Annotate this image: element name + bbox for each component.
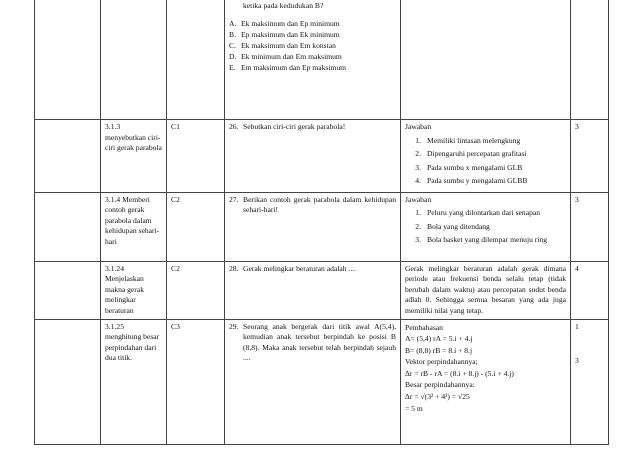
question-number: 29. <box>229 321 239 331</box>
table-row <box>35 0 609 120</box>
list-item: 2. Bola yang ditendang <box>415 221 490 231</box>
solution-line: = 5 m <box>405 403 423 413</box>
question-text: Sebutkan ciri-ciri gerak parabola! <box>243 122 346 131</box>
option-b: B. Ep maksimum dan Ek minimum <box>229 29 340 39</box>
empty-cell <box>35 120 101 193</box>
score-value: 3 <box>575 356 579 365</box>
option-a: A. Ek maksimum dan Ep minimum <box>229 18 340 28</box>
empty-cell <box>35 261 101 319</box>
score-cell: 3 <box>571 192 609 261</box>
list-item: 4. Pada sumbu y mengalami GLBB <box>415 176 528 185</box>
level-cell: C2 <box>167 192 225 261</box>
question-text: Gerak melingkar beraturan adalah .... <box>243 263 357 273</box>
solution-line: Δr = rB - rA = (8.i + 8.j) - (5.i + 4.j) <box>405 368 514 378</box>
indicator-cell: 3.1.25 menghitung besar perpindahan dari dua titik. <box>101 319 167 444</box>
solution-line: A= (5,4) rA = 5.i + 4.j <box>405 334 473 344</box>
list-item: 3. Bola basket yang dilempar menuju ring <box>415 235 547 244</box>
question-number <box>229 1 243 12</box>
level-cell: C3 <box>167 319 225 444</box>
solution-line: Pembahasan <box>405 322 443 332</box>
list-item: 1. Peluru yang dilontarkan dari senapan <box>415 208 541 217</box>
level-cell: C1 <box>167 120 225 193</box>
question-text: Berikan contoh gerak parabola dalam kehidupan sehari-hari! <box>243 194 396 214</box>
table-row <box>35 319 609 444</box>
table-row <box>35 192 609 261</box>
table-row <box>35 120 609 193</box>
solution-line: Besar perpindahannya: <box>405 380 475 390</box>
empty-cell <box>35 192 101 261</box>
question-text: ketika pada kedudukan B? <box>243 1 324 10</box>
indicator-cell: 3.1.24 Menjelaskan makna gerak melingkar beraturan <box>101 261 167 319</box>
score-value: 1 <box>575 321 579 331</box>
score-cell <box>571 319 609 444</box>
question-table <box>34 0 609 445</box>
option-d: D. Ek minimum dan Em maksimum <box>229 52 342 62</box>
question-cell <box>225 192 401 261</box>
answer-cell <box>401 192 571 261</box>
answer-list <box>405 136 566 187</box>
answer-cell: Gerak melingkar beraturan adalah gerak dimana periode atau frekuensi benda selalu tetap (tidak berubah dalam waktu) atau percepatan sudut benda adlah 0. Sehingga semua besaran yang ada juga memiliki nilai yang tetap. <box>401 261 571 319</box>
score-cell: 3 <box>571 120 609 193</box>
question-number: 27. <box>229 194 239 204</box>
answer-heading: Jawaban <box>405 194 432 204</box>
table-row <box>35 261 609 319</box>
solution-line: B= (8,8) rB = 8.i + 8.j <box>405 345 473 355</box>
option-list <box>229 18 396 74</box>
level-cell: C2 <box>167 261 225 319</box>
question-cell <box>225 319 401 444</box>
option-e: E. Em maksimum dan Ep maksimum <box>229 63 347 73</box>
list-item: 2. Dipengaruhi percepatan grafitasi <box>415 149 527 158</box>
question-cell <box>225 0 401 120</box>
question-number: 28. <box>229 263 239 273</box>
question-cell <box>225 120 401 193</box>
empty-cell <box>35 319 101 444</box>
question-text: Seorang anak bergerak dari titik awal A(5,4), kemudian anak tersebut berpindah ke posisi B (8,8). Maka anak tersebut telah berpindah sejauh .... <box>243 321 396 362</box>
level-cell <box>167 0 225 120</box>
question-number: 26. <box>229 122 239 131</box>
score-cell: 4 <box>571 261 609 319</box>
answer-heading: Jawaban <box>405 122 432 131</box>
answer-cell <box>401 319 571 444</box>
answer-list <box>405 208 566 246</box>
question-cell <box>225 261 401 319</box>
solution-line: Vektor perpindahannya; <box>405 357 478 367</box>
list-item: 3. Pada sumbu x mengalami GLB <box>415 162 523 172</box>
answer-cell <box>401 120 571 193</box>
indicator-cell <box>101 0 167 120</box>
score-cell <box>571 0 609 120</box>
solution-line: Δr = √(3² + 4²) = √25 <box>405 392 470 402</box>
indicator-cell: 3.1.4 Memberi contoh gerak parabola dalam kehidupan sehari-hari <box>101 192 167 261</box>
empty-cell <box>35 0 101 120</box>
option-c: C. Ek maksimum dan Em konstan <box>229 40 336 50</box>
answer-cell <box>401 0 571 120</box>
list-item: 1. Memiliki lintasan melengkung <box>415 135 521 145</box>
indicator-cell: 3.1.3 menyebutkan ciri-ciri gerak parabola <box>101 120 167 193</box>
